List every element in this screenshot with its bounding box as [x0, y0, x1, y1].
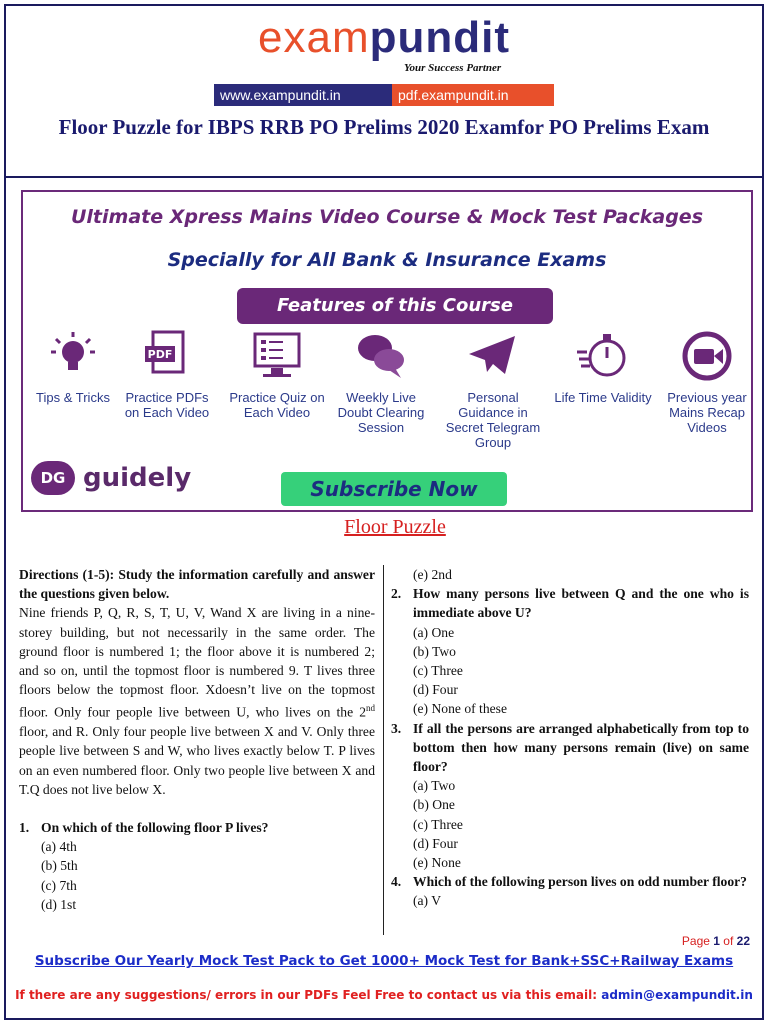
feature-life-time	[553, 328, 653, 405]
guidely-badge: DG	[31, 461, 75, 495]
question-text: How many persons live between Q and the one who is immediate above U?	[413, 586, 749, 621]
telegram-icon	[465, 328, 521, 384]
feature-label: Practice Quiz on Each Video	[229, 390, 325, 420]
url-pdf-link[interactable]: pdf.exampundit.in	[392, 84, 554, 106]
option: (b) 5th	[41, 858, 78, 874]
feature-label: Weekly Live Doubt Clearing Session	[337, 390, 425, 435]
banner-subheading: Specially for All Bank & Insurance Exams	[167, 249, 607, 271]
features-title: Features of this Course	[237, 288, 553, 324]
question-3	[391, 719, 749, 777]
option: (d) Four	[413, 682, 458, 698]
video-icon	[679, 328, 735, 384]
option: (e) 2nd	[413, 567, 452, 582]
contact-footer	[0, 988, 768, 1002]
question-text: On which of the following floor P lives?	[41, 819, 269, 835]
subscribe-now-button[interactable]: Subscribe Now	[281, 472, 507, 506]
feature-label: Previous year Mains Recap Videos	[667, 390, 747, 435]
page-indicator	[682, 934, 750, 948]
feature-label: Life Time Validity	[554, 390, 652, 405]
right-column	[391, 565, 749, 911]
chat-icon	[353, 328, 409, 384]
logo-pundit: pundit	[369, 13, 510, 62]
option: (d) 1st	[41, 896, 77, 912]
logo-tagline: Your Success Partner	[404, 62, 502, 74]
subscribe-link[interactable]: Subscribe Our Yearly Mock Test Pack to Get 1000+ Mock Test for Bank+SSC+Railway Exams	[34, 953, 734, 969]
page-of: of	[719, 934, 737, 948]
course-banner[interactable]	[21, 190, 753, 512]
svg-text:PDF: PDF	[147, 348, 173, 361]
url-main-link[interactable]: www.exampundit.in	[214, 84, 398, 106]
page-number: 1	[713, 934, 720, 948]
question-number: 1.	[19, 819, 30, 835]
question-4	[391, 872, 749, 891]
puzzle-paragraph	[19, 603, 375, 799]
feature-tips	[23, 328, 123, 405]
option: (a) V	[413, 893, 442, 909]
feature-label: Practice PDFs on Each Video	[124, 390, 210, 420]
question-1	[19, 818, 375, 837]
page-prefix: Page	[681, 934, 714, 948]
question-text: If all the persons are arranged alphabetically from top to bottom then how many persons remain (live) on same floor?	[413, 720, 749, 775]
quiz-icon	[249, 328, 305, 384]
logo-exam: exam	[258, 13, 370, 62]
feature-practice-quiz	[227, 328, 327, 420]
option: (c) Three	[413, 663, 463, 679]
option: (c) Three	[413, 816, 463, 832]
page-total: 22	[736, 934, 750, 948]
option: (e) None	[413, 855, 461, 871]
question-number: 4.	[391, 874, 402, 890]
question-number: 2.	[391, 586, 402, 602]
question-text: Which of the following person lives on odd number floor?	[413, 874, 747, 890]
ordinal-suffix: nd	[366, 703, 375, 714]
contact-email-link[interactable]: admin@exampundit.in	[601, 988, 753, 1002]
option: (c) 7th	[41, 877, 77, 893]
question-number: 3.	[391, 720, 402, 736]
section-title: Floor Puzzle	[344, 516, 446, 538]
puzzle-text-part1: Nine friends P, Q, R, S, T, U, V, Wand X are living in a nine-storey building, but not necessarily in the same order. The ground floor is numbered 1; the floor above it is numbered 2; and so on, until the topmost floor is numbered 9. T lives three floors below the topmost floor. Xdoesn’t live on the topmost floor. Only four people live between U, who lives on the 2	[19, 605, 375, 720]
guidely-name: guidely	[83, 463, 192, 493]
feature-label: Personal Guidance in Secret Telegram Group	[445, 390, 541, 450]
option: (a) 4th	[41, 839, 77, 855]
header-divider	[6, 176, 762, 178]
banner-heading: Ultimate Xpress Mains Video Course & Mock Test Packages	[70, 206, 704, 228]
option: (b) Two	[413, 643, 456, 659]
pdf-icon	[139, 328, 195, 384]
exampundit-logo	[0, 13, 768, 62]
page-title: Floor Puzzle for IBPS RRB PO Prelims 2020 Examfor PO Prelims Exam	[58, 115, 710, 139]
option: (a) One	[413, 624, 455, 640]
contact-text: If there are any suggestions/ errors in our PDFs Feel Free to contact us via this email:	[15, 988, 602, 1002]
feature-label: Tips & Tricks	[36, 390, 110, 405]
question-2	[391, 584, 749, 622]
column-divider	[383, 565, 384, 935]
guidely-logo	[31, 460, 191, 496]
directions: Directions (1-5): Study the information carefully and answer the questions given below.	[19, 567, 375, 602]
bulb-icon	[45, 328, 101, 384]
feature-weekly-live	[331, 328, 431, 435]
puzzle-text-part2: floor, and R. Only four people live between X and V. Only three people live between S and W, who lives exactly below T. P lives on an even numbered floor. Only two people live between X and T.Q does not live below X.	[19, 724, 375, 797]
option: (d) Four	[413, 835, 458, 851]
option: (b) One	[413, 797, 455, 813]
option: (a) Two	[413, 778, 456, 794]
feature-previous-year	[657, 328, 757, 435]
stopwatch-icon	[575, 328, 631, 384]
option: (e) None of these	[413, 701, 507, 717]
feature-personal-guidance	[443, 328, 543, 450]
left-column	[19, 565, 375, 914]
feature-practice-pdfs	[117, 328, 217, 420]
